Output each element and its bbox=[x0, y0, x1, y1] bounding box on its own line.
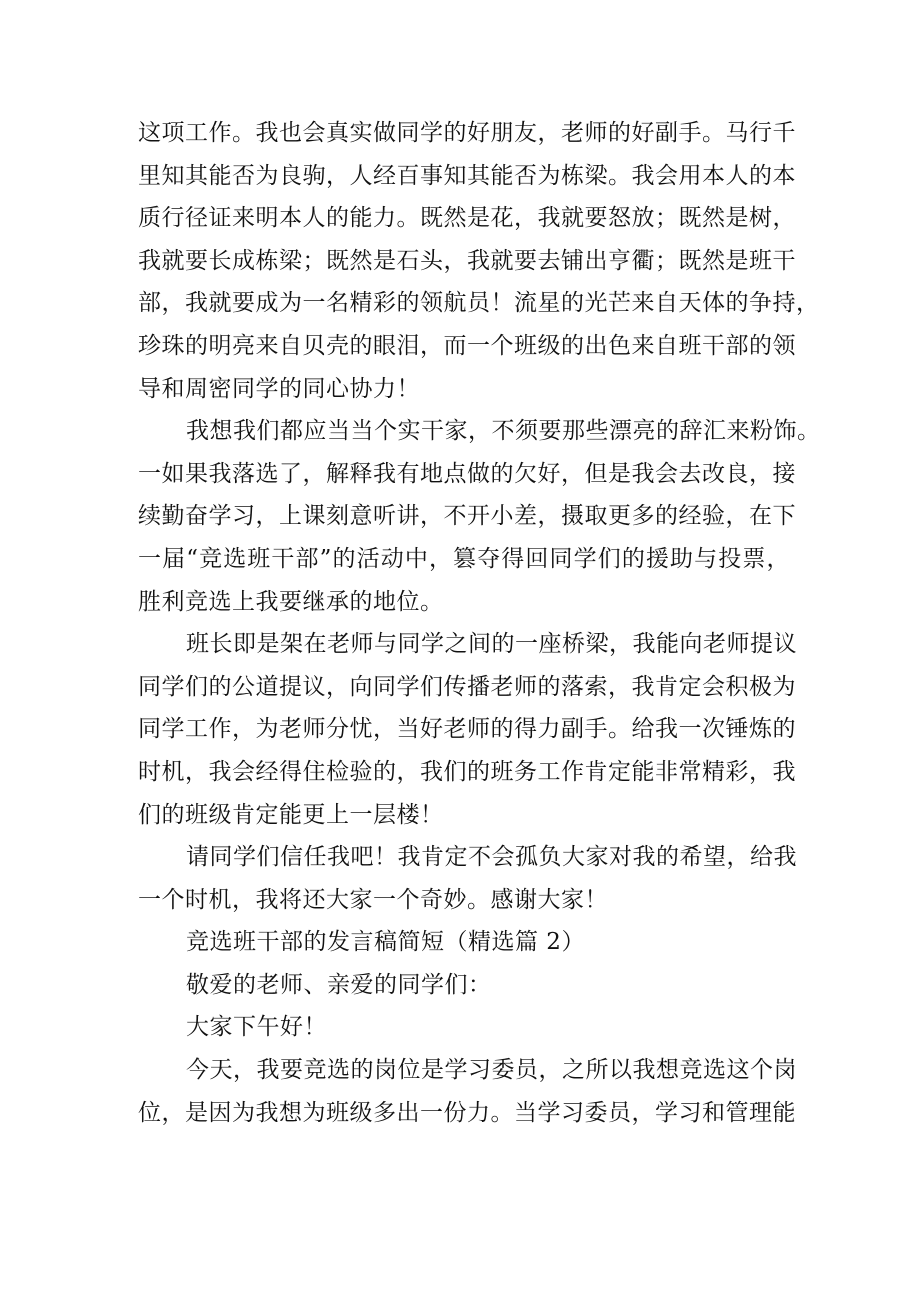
text-line: 班长即是架在老师与同学之间的一座桥梁，我能向老师提议 bbox=[186, 631, 797, 658]
text-line: 今天，我要竞选的岗位是学习委员，之所以我想竞选这个岗 bbox=[186, 1057, 797, 1084]
text-line: 导和周密同学的同心协力！ bbox=[138, 375, 420, 402]
text-line: 这项工作。我也会真实做同学的好朋友，老师的好副手。马行千 bbox=[138, 120, 796, 146]
text-line: 胜利竞选上我要继承的地位。 bbox=[138, 588, 444, 615]
text-line: 质行径证来明本人的能力。既然是花，我就要怒放；既然是树， bbox=[138, 205, 796, 232]
text-line: 竞选班干部的发言稿简短（精选篇 2） bbox=[186, 929, 585, 956]
text-line: 敬爱的老师、亲爱的同学们： bbox=[186, 971, 492, 998]
text-line: 位，是因为我想为班级多出一份力。当学习委员，学习和管理能 bbox=[138, 1099, 796, 1126]
document-body bbox=[138, 112, 821, 1134]
text-line: 一届“竞选班干部”的活动中，篡夺得回同学们的援助与投票， bbox=[138, 545, 790, 572]
text-line: 们的班级肯定能更上一层楼！ bbox=[138, 801, 444, 828]
text-line: 同学工作，为老师分忧，当好老师的得力副手。给我一次锤炼的 bbox=[138, 716, 796, 743]
text-line: 大家下午好！ bbox=[186, 1014, 327, 1041]
text-line: 我就要长成栋梁；既然是石头，我就要去铺出亨衢；既然是班干 bbox=[138, 247, 796, 274]
text-line: 续勤奋学习，上课刻意听讲，不开小差，摄取更多的经验，在下 bbox=[138, 503, 796, 530]
text-line: 我想我们都应当当个实干家，不须要那些漂亮的辞汇来粉饰。 bbox=[186, 418, 821, 445]
text-line: 一个时机，我将还大家一个奇妙。感谢大家！ bbox=[138, 886, 608, 913]
text-line: 同学们的公道提议，向同学们传播老师的落索，我肯定会积极为 bbox=[138, 673, 796, 700]
text-line: 请同学们信任我吧！我肯定不会孤负大家对我的希望，给我 bbox=[186, 844, 797, 871]
text-line: 部，我就要成为一名精彩的领航员！流星的光芒来自天体的争持， bbox=[138, 290, 820, 317]
text-line: 一如果我落选了，解释我有地点做的欠好，但是我会去改良，接 bbox=[138, 460, 796, 487]
text-line: 珍珠的明亮来自贝壳的眼泪，而一个班级的出色来自班干部的领 bbox=[138, 332, 796, 359]
text-line: 时机，我会经得住检验的，我们的班务工作肯定能非常精彩，我 bbox=[138, 758, 796, 785]
text-line: 里知其能否为良驹，人经百事知其能否为栋梁。我会用本人的本 bbox=[138, 162, 796, 189]
